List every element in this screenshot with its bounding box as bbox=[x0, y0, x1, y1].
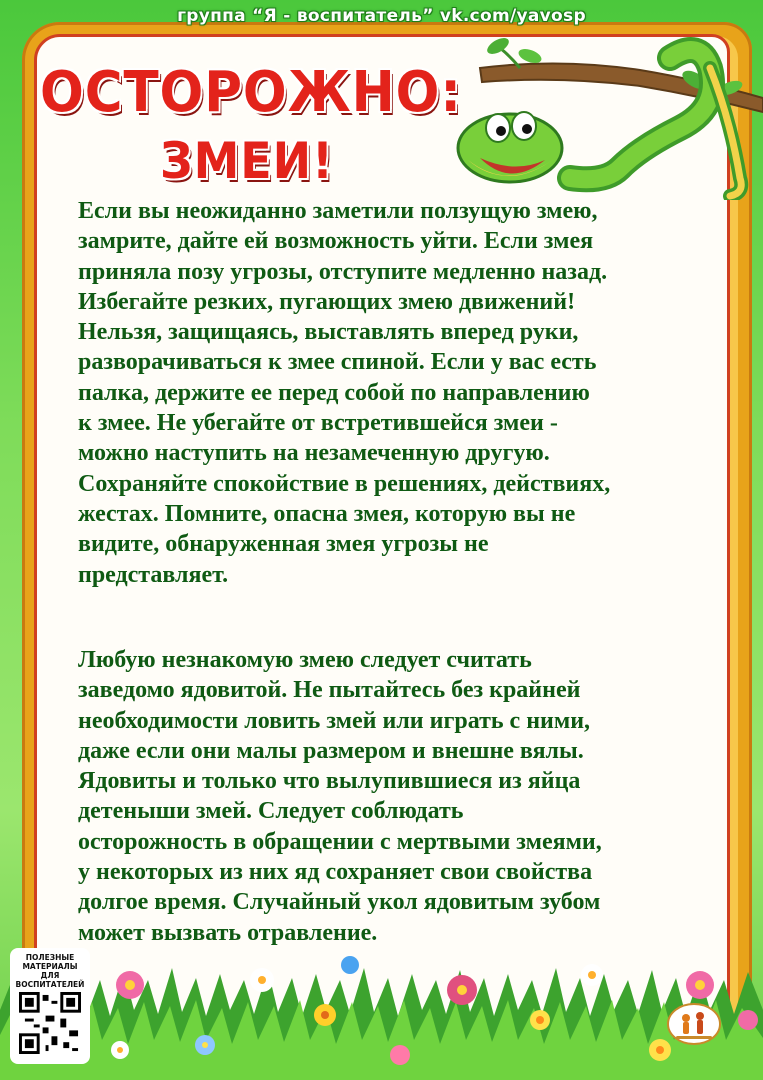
safety-paragraph-1: Если вы неожиданно заметили ползущую змею, замрите, дайте ей возможность уйти. Если змея приняла позу угрозы, отступите медленно назад. Избегайте резких, пугающих змею движений! Нельзя, защищаясь, выставлять вперед руки, разворачиваться к змее спиной. Если у вас есть палка, держите ее перед собой по направлению к змее. Не убегайте от встретившейся змеи - можно наступить на незамеченную другую. Сохраняйте спокойствие в решениях, действиях, жестах. Помните, опасна змея, которую вы не видите, обнаруженная змея угрозы не представляет. bbox=[78, 198, 611, 588]
flower-grass-border bbox=[0, 950, 763, 1080]
poster-title-line-2: ЗМЕИ! bbox=[160, 132, 334, 190]
qr-code-panel[interactable] bbox=[12, 950, 88, 1062]
snake-illustration bbox=[440, 28, 763, 200]
qr-code-label: ПОЛЕЗНЫЕ МАТЕРИАЛЫ ДЛЯ ВОСПИТАТЕЛЕЙ bbox=[15, 953, 85, 989]
group-credit-line: группа “Я - воспитатель” vk.com/yavosp bbox=[177, 6, 586, 26]
safety-paragraph-2: Любую незнакомую змею следует считать заведомо ядовитой. Не пытайтесь без крайней необходимости ловить змей или играть с ними, даже если они малы размером и внешне вялы. Ядовиты и только что вылупившиеся из яйца детеныши змей. Следует соблюдать осторожность в обращении с мертвыми змеями, у некоторых из них яд сохраняет свои свойства долгое время. Случайный укол ядовитым зубом может вызвать отравление. bbox=[78, 647, 602, 946]
qr-code-icon bbox=[19, 992, 81, 1054]
poster-title-line-1: ОСТОРОЖНО: bbox=[40, 60, 462, 125]
logo-badge-icon bbox=[666, 1002, 722, 1046]
